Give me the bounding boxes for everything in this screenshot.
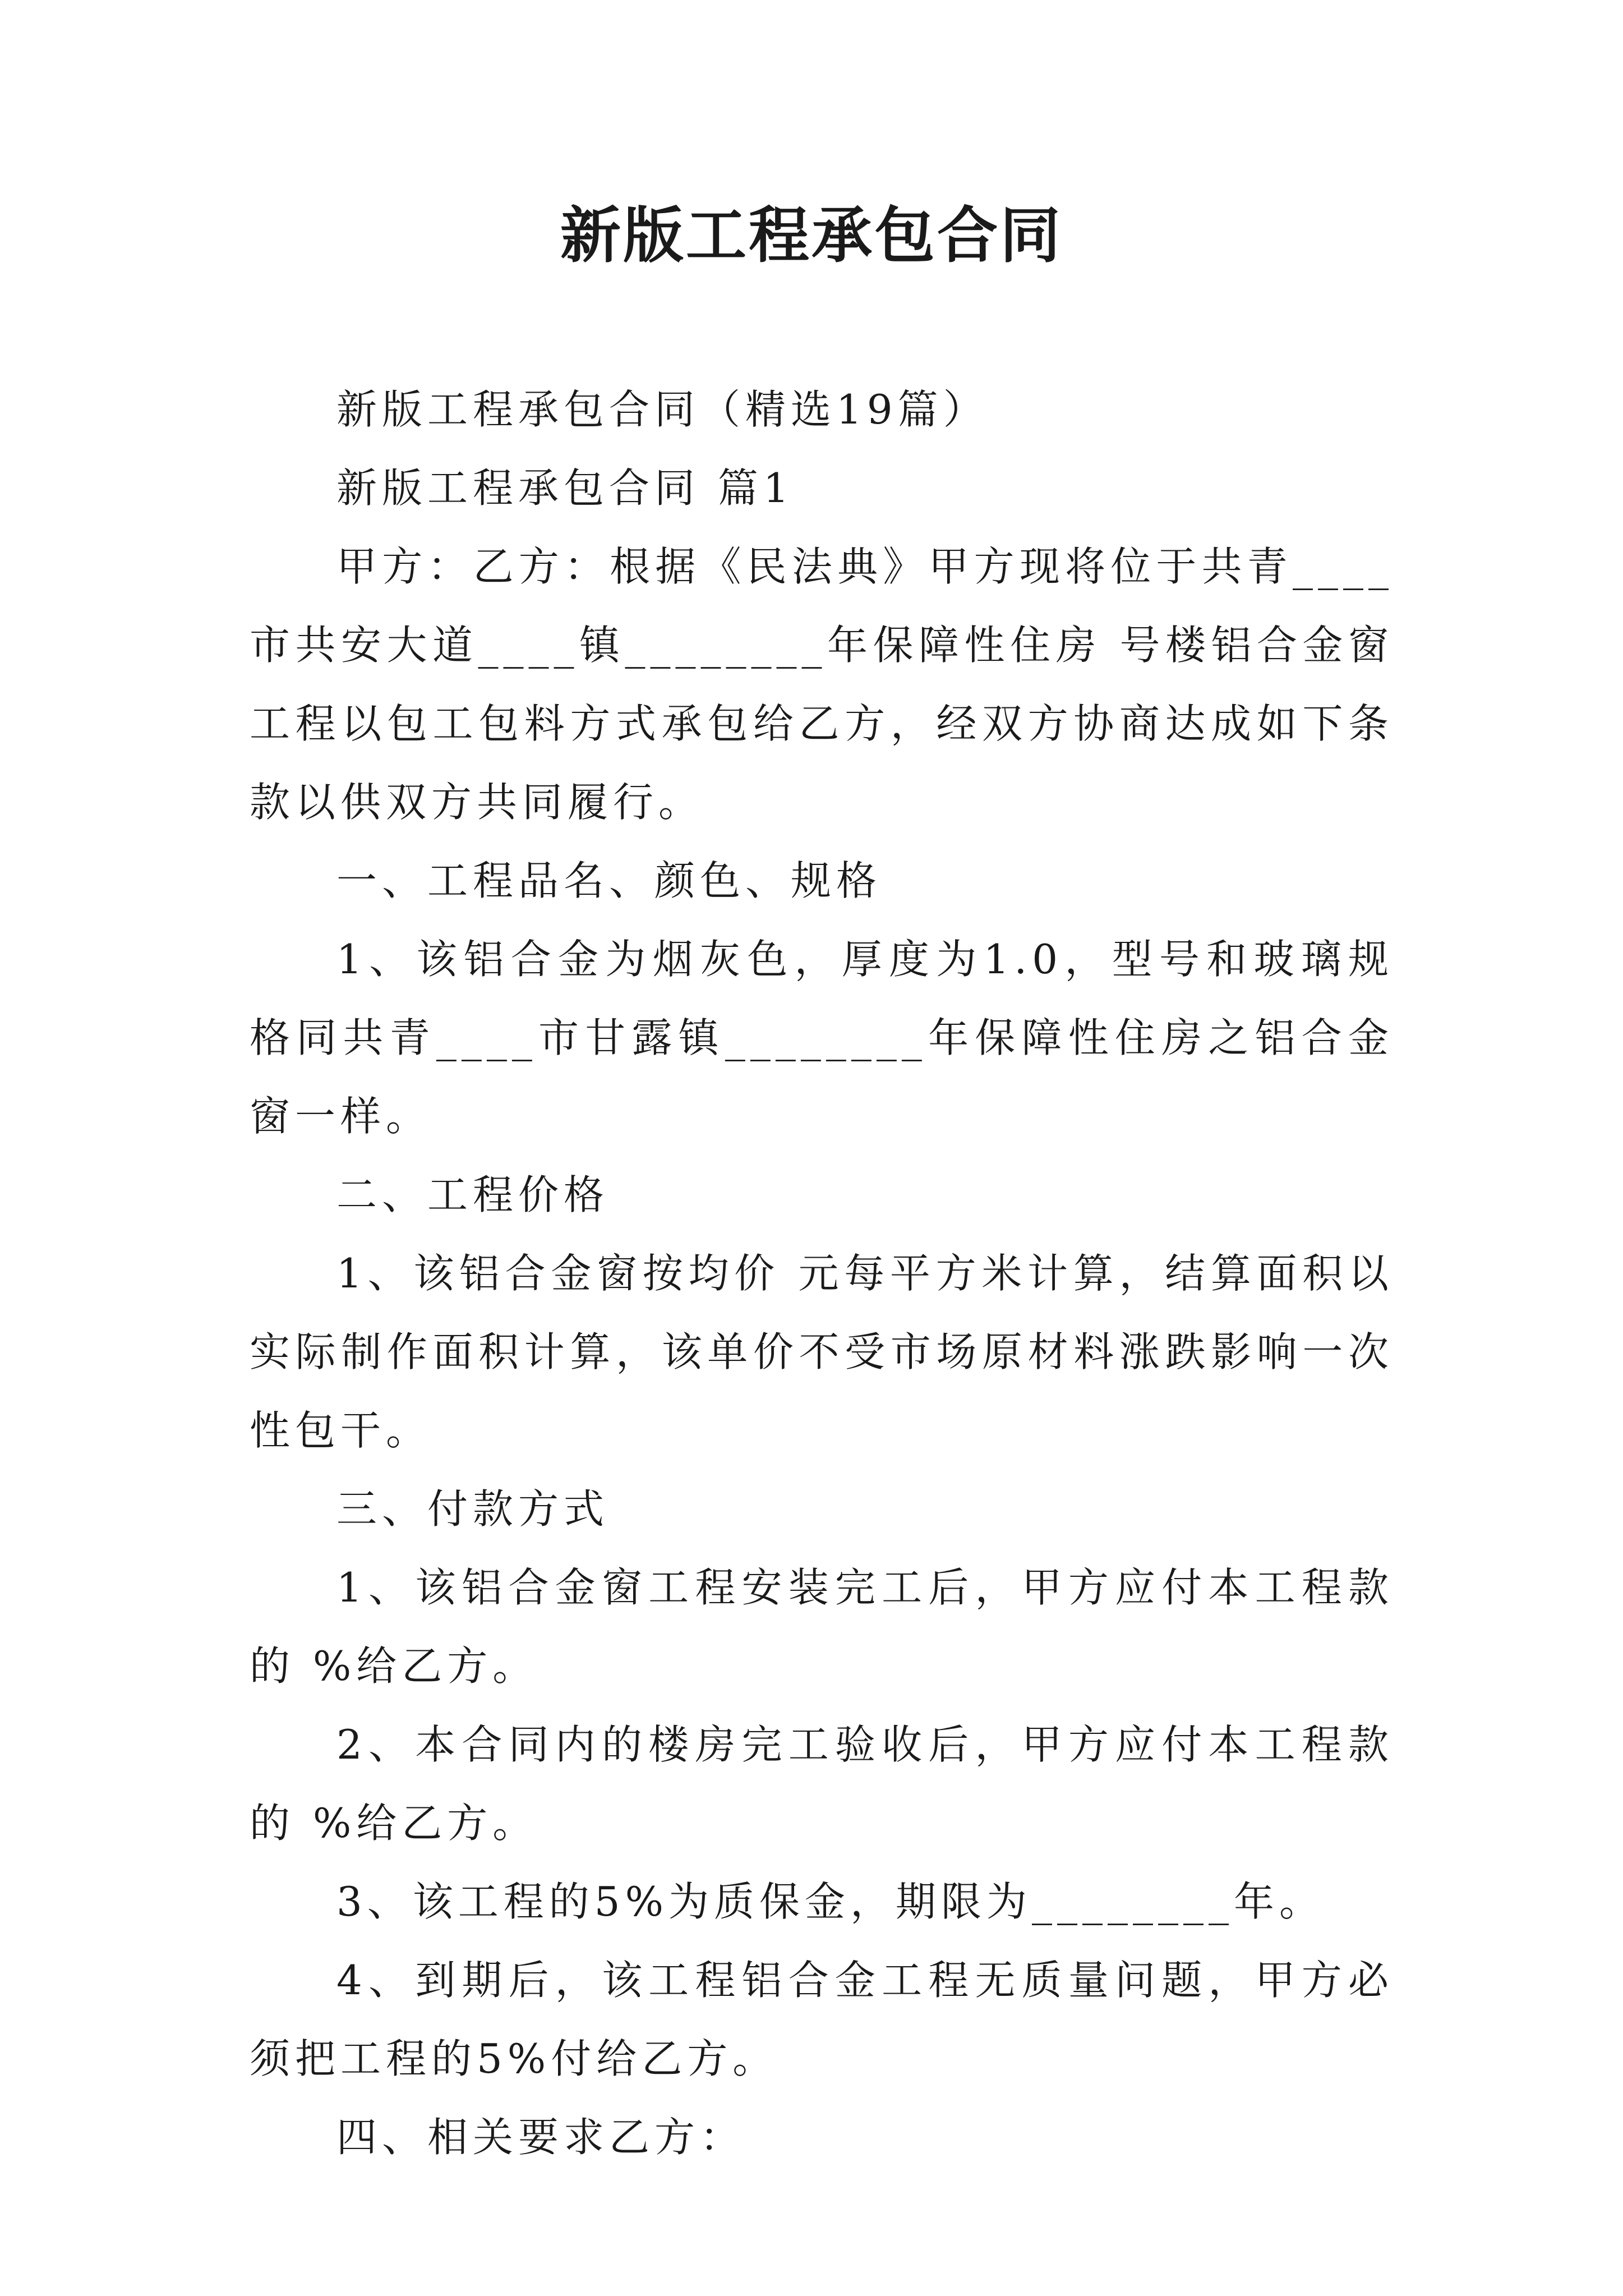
section-heading-2: 二、工程价格 <box>336 1171 610 1218</box>
paragraph-clause: 1、该铝合金为烟灰色，厚度为1.0，型号和玻璃规格同共青____市甘露镇________年保障性住房之铝合金窗一样。 <box>250 936 1394 1140</box>
paragraph-clause: 1、该铝合金窗按均价 元每平方米计算，结算面积以实际制作面积计算，该单价不受市场原材料涨跌影响一次性包干。 <box>250 1250 1394 1454</box>
section-heading-4: 四、相关要求乙方： <box>336 2114 746 2161</box>
section-heading-3: 三、付款方式 <box>336 1485 610 1533</box>
paragraph-clause: 4、到期后，该工程铝合金工程无质量问题，甲方必须把工程的5%付给乙方。 <box>250 1957 1394 2082</box>
paragraph-preamble: 甲方：乙方：根据《民法典》甲方现将位于共青____市共安大道____镇________年保障性住房 号楼铝合金窗工程以包工包料方式承包给乙方，经双方协商达成如下条款以供双方共同履行。 <box>250 543 1394 826</box>
paragraph-subtitle: 新版工程承包合同（精选19篇） <box>336 386 989 433</box>
paragraph-clause: 1、该铝合金窗工程安装完工后，甲方应付本工程款的 %给乙方。 <box>250 1564 1394 1690</box>
document-body <box>250 370 1394 2177</box>
paragraph-clause: 2、本合同内的楼房完工验收后，甲方应付本工程款的 %给乙方。 <box>250 1721 1394 1847</box>
paragraph-clause: 3、该工程的5%为质保金，期限为________年。 <box>336 1878 1325 1925</box>
document-title: 新版工程承包合同 <box>560 200 1063 271</box>
paragraph-part-heading: 新版工程承包合同 篇1 <box>336 464 794 512</box>
section-heading-1: 一、工程品名、颜色、规格 <box>336 857 882 904</box>
